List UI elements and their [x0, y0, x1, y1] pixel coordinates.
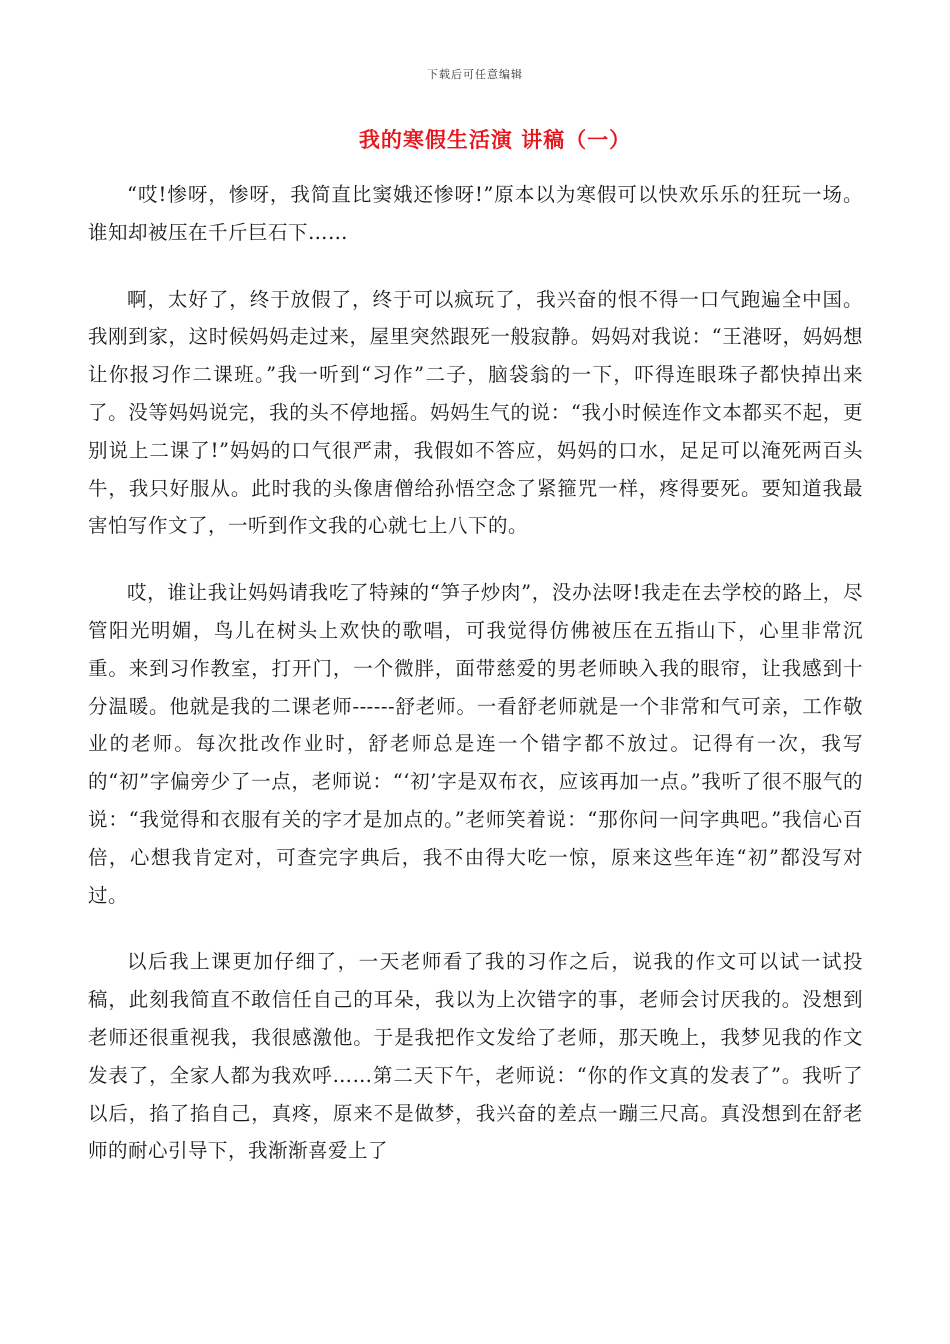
document-title: 我的寒假生活演 讲稿（一） — [358, 127, 632, 152]
paragraph-4: 以后我上课更加仔细了，一天老师看了我的习作之后，说我的作文可以试一试投稿，此刻我简直不敢信任自己的耳朵，我以为上次错字的事，老师会讨厌我的。没想到老师还很重视我，我很感激他。于是我把作文发给了老师，那天晚上，我梦见我的作文发表了，全家人都为我欢呼……第二天下午，老师说：“你的作文真的发表了”。我听了以后，掐了掐自己，真疼，原来不是做梦，我兴奋的差点一蹦三尺高。真没想到在舒老师的耐心引导下，我渐渐喜爱上了 — [88, 950, 863, 1163]
paragraph-2: 啊，太好了，终于放假了，终于可以疯玩了，我兴奋的恨不得一口气跑遍全中国。我刚到家，这时候妈妈走过来，屋里突然跟死一般寂静。妈妈对我说：“王港呀，妈妈想让你报习作二课班。”我一听到“习作”二子，脑袋翁的一下，吓得连眼珠子都快掉出来了。没等妈妈说完，我的头不停地摇。妈妈生气的说：“我小时候连作文本都买不起，更别说上二课了!”妈妈的口气很严肃，我假如不答应，妈妈的口水，足足可以淹死两百头牛，我只好服从。此时我的头像唐僧给孙悟空念了紧箍咒一样，疼得要死。要知道我最害怕写作文了，一听到作文我的心就七上八下的。 — [88, 287, 863, 538]
paragraph-1: “哎!惨呀，惨呀，我简直比窦娥还惨呀!”原本以为寒假可以快欢乐乐的狂玩一场。谁知却被压在千斤巨石下…… — [88, 183, 863, 244]
header-note: 下载后可任意编辑 — [427, 68, 523, 81]
document-body — [88, 176, 863, 1170]
paragraph-3: 哎，谁让我让妈妈请我吃了特辣的“笋子炒肉”，没办法呀!我走在去学校的路上，尽管阳光明媚，鸟儿在树头上欢快的歌唱，可我觉得仿佛被压在五指山下，心里非常沉重。来到习作教室，打开门，一个微胖，面带慈爱的男老师映入我的眼帘，让我感到十分温暖。他就是我的二课老师------舒老师。一看舒老师就是一个非常和气可亲，工作敬业的老师。每次批改作业时，舒老师总是连一个错字都不放过。记得有一次，我写的“初”字偏旁少了一点，老师说：“‘初’字是双布衣，应该再加一点。”我听了很不服气的说：“我觉得和衣服有关的字才是加点的。”老师笑着说：“那你问一问字典吧。”我信心百倍，心想我肯定对，可查完字典后，我不由得大吃一惊，原来这些年连“初”都没写对过。 — [88, 581, 863, 907]
